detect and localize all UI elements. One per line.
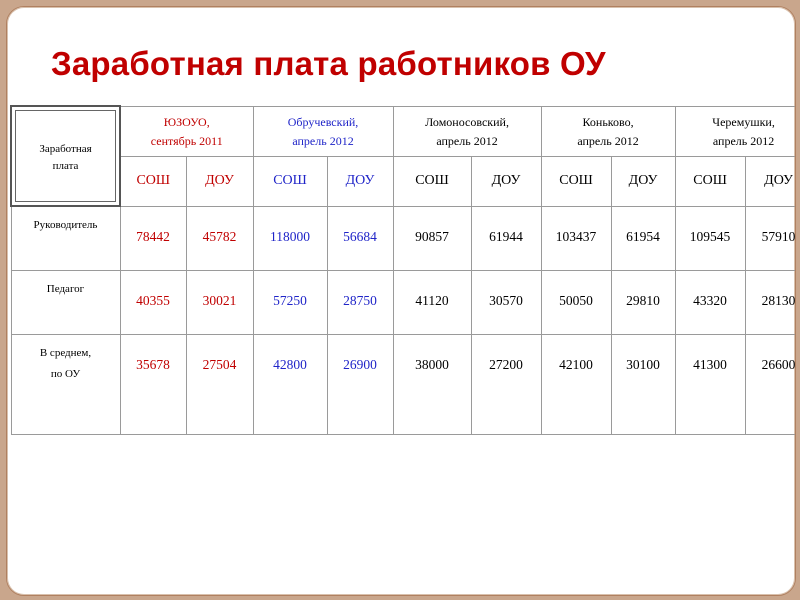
value-cell: 29810 bbox=[611, 270, 675, 334]
sub-header-sosh: СОШ bbox=[253, 156, 327, 206]
sub-header-dou: ДОУ bbox=[471, 156, 541, 206]
corner-label-line-1: Заработная bbox=[39, 143, 92, 155]
value-cell: 41120 bbox=[393, 270, 471, 334]
group-header-line-2: апрель 2012 bbox=[436, 133, 498, 148]
group-header-line-2: апрель 2012 bbox=[712, 133, 775, 148]
value-cell: 40355 bbox=[120, 270, 186, 334]
value-cell: 38000 bbox=[393, 334, 471, 434]
value-cell: 61954 bbox=[611, 206, 675, 270]
group-header-yuzouo bbox=[120, 106, 253, 156]
sub-header-dou: ДОУ bbox=[611, 156, 675, 206]
value-cell: 26900 bbox=[327, 334, 393, 434]
value-cell: 50050 bbox=[541, 270, 611, 334]
group-header-line-1: Ломоносовский, bbox=[425, 114, 509, 129]
value-cell: 45782 bbox=[186, 206, 253, 270]
value-cell: 42100 bbox=[541, 334, 611, 434]
sub-header-sosh: СОШ bbox=[120, 156, 186, 206]
salary-table bbox=[10, 105, 796, 435]
row-label-average bbox=[11, 334, 120, 434]
row-label-line: Педагог bbox=[46, 282, 85, 295]
row-label-director bbox=[11, 206, 120, 270]
value-cell: 78442 bbox=[120, 206, 186, 270]
row-label-line: по ОУ bbox=[50, 367, 81, 380]
sub-header-dou: ДОУ bbox=[327, 156, 393, 206]
group-header-obruchevsky bbox=[253, 106, 393, 156]
table-row-average bbox=[11, 334, 796, 434]
group-header-konkovo bbox=[541, 106, 675, 156]
table-row-teacher bbox=[11, 270, 796, 334]
group-header-line-2: сентябрь 2011 bbox=[150, 133, 223, 148]
slide-title: Заработная плата работников ОУ bbox=[51, 45, 606, 82]
slide bbox=[6, 6, 796, 596]
value-cell: 30570 bbox=[471, 270, 541, 334]
value-cell: 27200 bbox=[471, 334, 541, 434]
value-cell: 30100 bbox=[611, 334, 675, 434]
group-header-line-1: Обручевский, bbox=[287, 114, 359, 129]
sub-header-dou: ДОУ bbox=[186, 156, 253, 206]
value-cell: 26600 bbox=[745, 334, 796, 434]
group-header-line-2: апрель 2012 bbox=[577, 133, 639, 148]
table-row-director bbox=[11, 206, 796, 270]
value-cell: 57250 bbox=[253, 270, 327, 334]
value-cell: 57910 bbox=[745, 206, 796, 270]
value-cell: 30021 bbox=[186, 270, 253, 334]
value-cell: 56684 bbox=[327, 206, 393, 270]
value-cell: 27504 bbox=[186, 334, 253, 434]
value-cell: 118000 bbox=[253, 206, 327, 270]
value-cell: 109545 bbox=[675, 206, 745, 270]
value-cell: 42800 bbox=[253, 334, 327, 434]
row-label-line: В среднем, bbox=[39, 346, 92, 359]
group-header-line-1: Коньково, bbox=[582, 114, 634, 129]
row-label-teacher bbox=[11, 270, 120, 334]
value-cell: 43320 bbox=[675, 270, 745, 334]
group-header-line-1: Черемушки, bbox=[712, 114, 775, 129]
group-header-cheremushki bbox=[675, 106, 796, 156]
group-header-line-1: ЮЗОУО, bbox=[163, 114, 210, 129]
sub-header-sosh: СОШ bbox=[541, 156, 611, 206]
corner-label-line-2: плата bbox=[52, 160, 79, 172]
value-cell: 41300 bbox=[675, 334, 745, 434]
sub-header-dou: ДОУ bbox=[745, 156, 796, 206]
group-header-lomonosovsky bbox=[393, 106, 541, 156]
sub-header-sosh: СОШ bbox=[393, 156, 471, 206]
value-cell: 35678 bbox=[120, 334, 186, 434]
value-cell: 90857 bbox=[393, 206, 471, 270]
value-cell: 28130 bbox=[745, 270, 796, 334]
value-cell: 28750 bbox=[327, 270, 393, 334]
group-header-line-2: апрель 2012 bbox=[292, 133, 354, 148]
sub-header-sosh: СОШ bbox=[675, 156, 745, 206]
row-label-line: Руководитель bbox=[33, 219, 98, 231]
value-cell: 103437 bbox=[541, 206, 611, 270]
corner-header-cell bbox=[11, 106, 120, 206]
value-cell: 61944 bbox=[471, 206, 541, 270]
